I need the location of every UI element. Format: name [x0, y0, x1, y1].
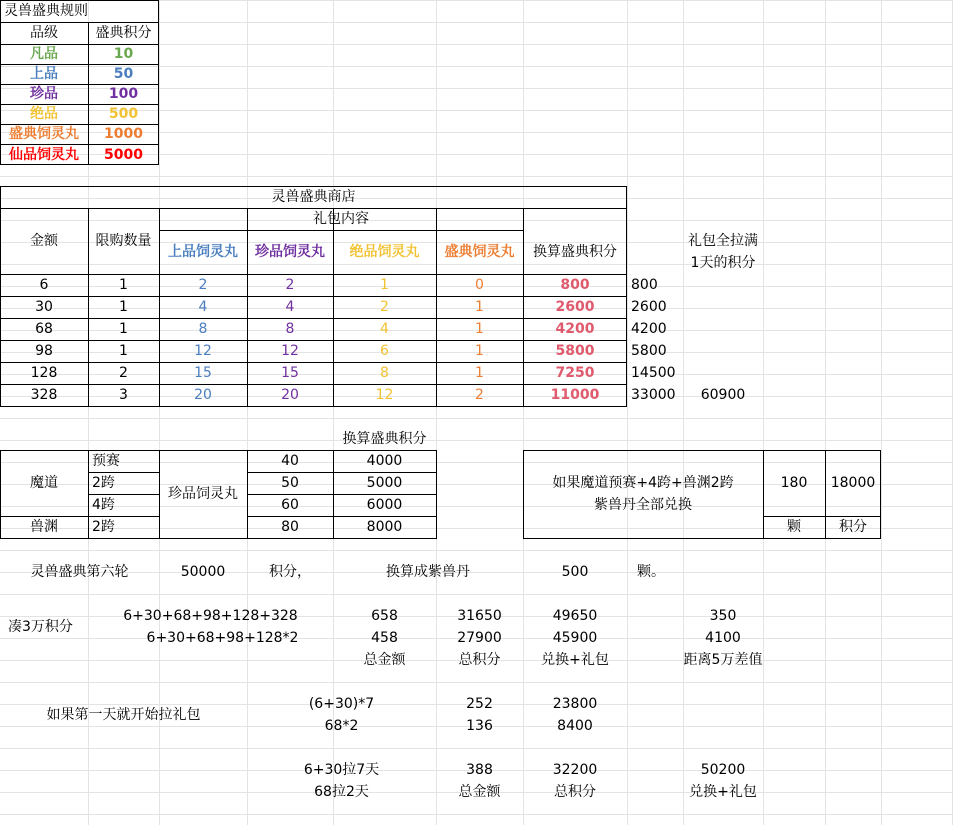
shop-full-cell[interactable]: 2600	[631, 299, 667, 315]
shop-limit-cell[interactable]: 1	[119, 343, 128, 359]
exchange-magic[interactable]: 魔道	[30, 475, 58, 491]
exchange-unit-count[interactable]: 颗	[787, 519, 801, 535]
exchange-note-2[interactable]: 紫兽丹全部兑换	[594, 497, 692, 513]
shop-total[interactable]: 60900	[700, 387, 746, 403]
first-day-sum-amount-label[interactable]: 总金额	[458, 784, 501, 800]
exchange-stage[interactable]: 2跨	[92, 475, 115, 491]
first-day-sum-formula-2[interactable]: 68拉2天	[314, 784, 369, 800]
plan-formula[interactable]: 6+30+68+98+128*2	[146, 630, 299, 646]
shop-item-cell[interactable]: 2	[285, 277, 295, 293]
exchange-stage[interactable]: 2跨	[92, 519, 115, 535]
shop-points-cell[interactable]: 11000	[550, 387, 600, 403]
shop-amount-cell[interactable]: 98	[35, 343, 53, 359]
first-day-sum-amount[interactable]: 388	[466, 762, 493, 778]
shop-item-cell[interactable]: 8	[380, 365, 389, 381]
shop-item-cell[interactable]: 1	[475, 299, 484, 315]
shop-col-item[interactable]: 上品饲灵丸	[168, 244, 238, 260]
exchange-points[interactable]: 5000	[366, 475, 403, 491]
shop-item-cell[interactable]: 12	[281, 343, 299, 359]
exchange-count[interactable]: 80	[281, 519, 299, 535]
round-pills[interactable]: 500	[561, 564, 589, 580]
round-convert[interactable]: 换算成紫兽丹	[386, 564, 470, 580]
first-day-sum-points-label[interactable]: 总积分	[554, 784, 596, 800]
rules-title[interactable]: 灵兽盛典规则	[4, 3, 88, 19]
exchange-points[interactable]: 4000	[366, 453, 403, 469]
exchange-beast[interactable]: 兽渊	[30, 519, 58, 535]
exchange-points[interactable]: 8000	[366, 519, 403, 535]
shop-item-cell[interactable]: 15	[194, 365, 212, 381]
first-day-sum-total-label[interactable]: 兑换+礼包	[689, 784, 757, 800]
exchange-note-count[interactable]: 180	[780, 475, 808, 491]
plan-total[interactable]: 49650	[552, 608, 598, 624]
shop-side-header-2[interactable]: 1天的积分	[690, 255, 756, 271]
plan-points[interactable]: 27900	[457, 630, 502, 646]
shop-limit-cell[interactable]: 3	[119, 387, 128, 403]
rules-grade-cell[interactable]: 凡品	[30, 46, 58, 62]
round-value[interactable]: 50000	[180, 564, 226, 580]
rules-grade-cell[interactable]: 仙品饲灵丸	[9, 146, 79, 163]
plan-gap[interactable]: 350	[709, 608, 737, 624]
exchange-stage[interactable]: 预赛	[92, 453, 120, 469]
plan-total[interactable]: 45900	[552, 630, 598, 646]
shop-amount-cell[interactable]: 128	[30, 365, 58, 381]
shop-title[interactable]: 灵兽盛典商店	[271, 189, 356, 205]
shop-col-item[interactable]: 盛典饲灵丸	[444, 244, 515, 260]
round-pill-unit[interactable]: 颗。	[637, 564, 665, 580]
shop-item-cell[interactable]: 1	[380, 277, 389, 293]
shop-points-cell[interactable]: 800	[560, 277, 590, 293]
shop-col-item[interactable]: 珍品饲灵丸	[255, 244, 325, 260]
shop-amount-cell[interactable]: 30	[35, 299, 53, 315]
rules-grade-cell[interactable]: 珍品	[30, 86, 58, 102]
shop-amount-cell[interactable]: 328	[30, 387, 58, 403]
shop-col-limit[interactable]: 限购数量	[95, 233, 152, 249]
rules-grade-cell[interactable]: 盛典饲灵丸	[9, 126, 79, 142]
exchange-count[interactable]: 60	[281, 497, 299, 513]
shop-col-item[interactable]: 绝品饲灵丸	[349, 244, 420, 260]
shop-content-header[interactable]: 礼包内容	[313, 211, 369, 227]
shop-limit-cell[interactable]: 2	[119, 365, 128, 381]
rules-points-cell[interactable]: 10	[113, 46, 134, 62]
shop-item-cell[interactable]: 1	[475, 321, 484, 337]
shop-col-points[interactable]: 换算盛典积分	[533, 244, 617, 260]
first-day-sum-formula-1[interactable]: 6+30拉7天	[303, 762, 380, 778]
first-day-amount[interactable]: 252	[466, 696, 493, 712]
round-label[interactable]: 灵兽盛典第六轮	[30, 564, 129, 580]
shop-item-cell[interactable]: 6	[380, 343, 389, 359]
shop-item-cell[interactable]: 12	[375, 387, 394, 403]
rules-points-cell[interactable]: 500	[108, 106, 139, 122]
shop-item-cell[interactable]: 15	[281, 365, 299, 381]
shop-limit-cell[interactable]: 1	[119, 299, 128, 315]
shop-item-cell[interactable]: 20	[194, 387, 212, 403]
shop-amount-cell[interactable]: 68	[35, 321, 53, 337]
exchange-stage[interactable]: 4跨	[92, 497, 115, 513]
plan-amount[interactable]: 458	[371, 630, 398, 646]
plan-amount[interactable]: 658	[371, 608, 398, 624]
shop-item-cell[interactable]: 0	[475, 277, 484, 293]
exchange-count[interactable]: 40	[281, 453, 299, 469]
shop-full-cell[interactable]: 33000	[631, 387, 676, 403]
shop-full-cell[interactable]: 800	[631, 277, 658, 293]
shop-item-cell[interactable]: 12	[194, 343, 212, 359]
exchange-item[interactable]: 珍品饲灵丸	[168, 486, 238, 502]
first-day-sum-total[interactable]: 50200	[700, 762, 746, 778]
round-unit[interactable]: 积分，	[269, 564, 311, 580]
shop-item-cell[interactable]: 20	[281, 387, 299, 403]
shop-item-cell[interactable]: 1	[475, 365, 484, 381]
first-day-formula[interactable]: (6+30)*7	[308, 696, 375, 712]
shop-item-cell[interactable]: 4	[285, 299, 295, 315]
rules-grade-cell[interactable]: 上品	[30, 66, 58, 82]
plan-amount-label[interactable]: 总金额	[363, 652, 406, 668]
shop-col-amount[interactable]: 金额	[30, 233, 58, 249]
exchange-title[interactable]: 换算盛典积分	[342, 431, 427, 447]
rules-header-grade[interactable]: 品级	[30, 25, 58, 41]
shop-points-cell[interactable]: 7250	[555, 365, 595, 381]
first-day-sum-points[interactable]: 32200	[552, 762, 598, 778]
shop-item-cell[interactable]: 2	[380, 299, 389, 315]
plan-gap[interactable]: 4100	[705, 630, 741, 646]
shop-item-cell[interactable]: 8	[198, 321, 208, 337]
plan-points-label[interactable]: 总积分	[458, 652, 501, 668]
plan-formula[interactable]: 6+30+68+98+128+328	[123, 608, 298, 624]
rules-points-cell[interactable]: 1000	[104, 126, 143, 142]
shop-full-cell[interactable]: 5800	[631, 343, 667, 359]
first-day-points[interactable]: 23800	[552, 696, 598, 712]
exchange-unit-points[interactable]: 积分	[839, 519, 867, 535]
plan-total-label[interactable]: 兑换+礼包	[541, 652, 609, 668]
rules-points-cell[interactable]: 5000	[104, 146, 143, 163]
shop-side-header-1[interactable]: 礼包全拉满	[688, 233, 758, 249]
first-day-points[interactable]: 8400	[557, 718, 593, 734]
rules-grade-cell[interactable]: 绝品	[30, 106, 58, 122]
rules-points-cell[interactable]: 100	[108, 86, 139, 102]
shop-item-cell[interactable]: 1	[475, 343, 484, 359]
shop-points-cell[interactable]: 4200	[555, 321, 595, 337]
shop-full-cell[interactable]: 4200	[631, 321, 667, 337]
shop-item-cell[interactable]: 4	[198, 299, 208, 315]
first-day-formula[interactable]: 68*2	[324, 718, 359, 734]
shop-points-cell[interactable]: 5800	[555, 343, 595, 359]
shop-item-cell[interactable]: 4	[380, 321, 389, 337]
shop-full-cell[interactable]: 14500	[631, 365, 676, 381]
shop-item-cell[interactable]: 2	[198, 277, 208, 293]
first-day-amount[interactable]: 136	[466, 718, 493, 734]
shop-item-cell[interactable]: 2	[475, 387, 484, 403]
shop-item-cell[interactable]: 8	[285, 321, 295, 337]
first-day-label[interactable]: 如果第一天就开始拉礼包	[46, 707, 201, 723]
shop-limit-cell[interactable]: 1	[119, 321, 128, 337]
plan-gap-label[interactable]: 距离5万差值	[683, 652, 763, 668]
rules-header-points[interactable]: 盛典积分	[95, 25, 152, 41]
exchange-count[interactable]: 50	[281, 475, 299, 491]
rules-points-cell[interactable]: 50	[113, 66, 134, 82]
plan-label[interactable]: 凑3万积分	[8, 619, 73, 635]
plan-points[interactable]: 31650	[457, 608, 502, 624]
shop-amount-cell[interactable]: 6	[39, 277, 49, 293]
exchange-note-points[interactable]: 18000	[830, 475, 876, 491]
shop-limit-cell[interactable]: 1	[119, 277, 128, 293]
exchange-note-1[interactable]: 如果魔道预赛+4跨+兽渊2跨	[552, 475, 734, 491]
shop-points-cell[interactable]: 2600	[555, 299, 595, 315]
exchange-points[interactable]: 6000	[366, 497, 403, 513]
